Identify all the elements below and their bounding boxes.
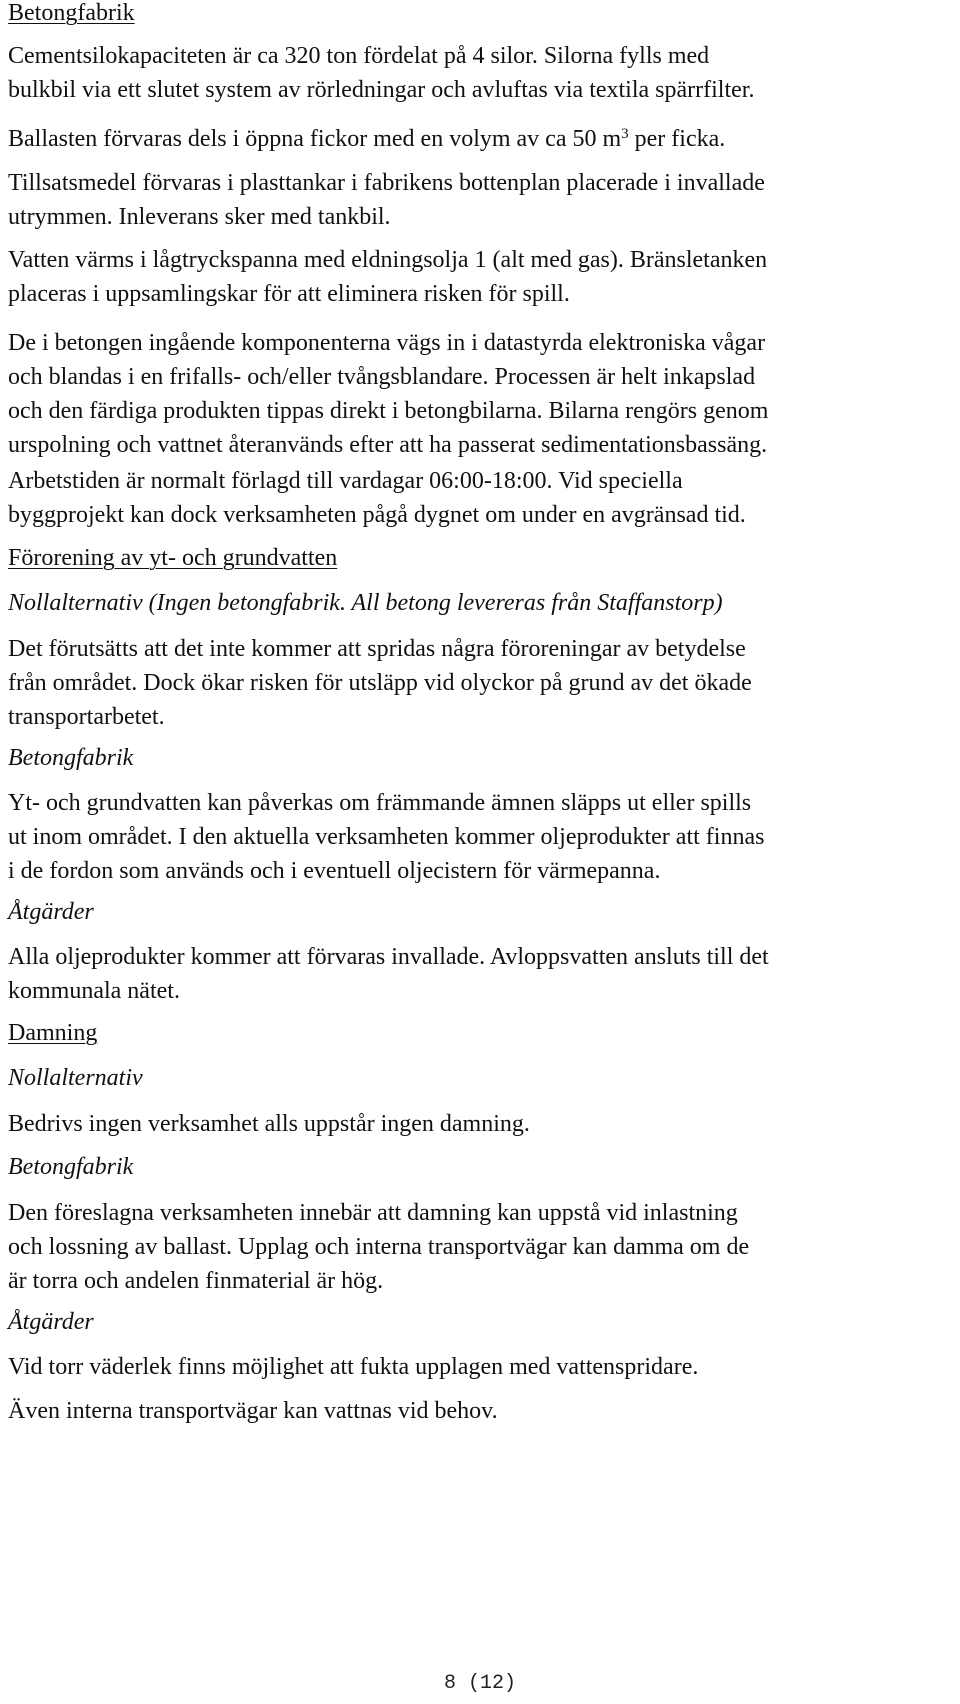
text-line: i de fordon som används och i eventuell oljecistern för värmepanna.	[8, 858, 661, 884]
text-line: Alla oljeprodukter kommer att förvaras invallade. Avloppsvatten ansluts till det	[8, 944, 769, 970]
text-line: bulkbil via ett slutet system av rörledningar och avluftas via textila spärrfilter.	[8, 77, 755, 103]
text-line: och lossning av ballast. Upplag och interna transportvägar kan damma om de	[8, 1234, 750, 1260]
text-line: från området. Dock ökar risken för utsläpp vid olyckor på grund av det ökade	[8, 670, 752, 696]
text-line: byggprojekt kan dock verksamheten pågå dygnet om under en avgränsad tid.	[8, 502, 746, 528]
paragraph-fukta	[8, 1350, 698, 1384]
page-number: 8 (12)	[443, 1672, 516, 1695]
subheading-nollalternativ-2: Nollalternativ	[8, 1065, 143, 1091]
paragraph-nollalternativ	[8, 632, 752, 734]
text-line: transportarbetet.	[8, 704, 165, 730]
paragraph-komponenter	[8, 326, 768, 462]
subheading-atgarder: Åtgärder	[8, 899, 94, 925]
paragraph-ingen-damning	[8, 1107, 530, 1141]
text-line: Bedrivs ingen verksamhet alls uppstår ingen damning.	[8, 1111, 530, 1137]
paragraph-ballast	[8, 122, 725, 156]
paragraph-vatten	[8, 243, 767, 311]
text-line: kommunala nätet.	[8, 978, 180, 1004]
text-line: Vatten värms i lågtryckspanna med eldningsolja 1 (alt med gas). Bränsletanken	[8, 247, 768, 273]
text-line: Tillsatsmedel förvaras i plasttankar i fabrikens bottenplan placerade i invallade	[8, 170, 765, 196]
text-line: Cementsilokapaciteten är ca 320 ton fördelat på 4 silor. Silorna fylls med	[8, 43, 710, 69]
section-heading-betongfabrik: Betongfabrik	[8, 0, 135, 26]
paragraph-oljeprodukter	[8, 940, 769, 1008]
text-line: Det förutsätts att det inte kommer att spridas några föroreningar av betydelse	[8, 636, 746, 662]
text-line: utrymmen. Inleverans sker med tankbil.	[8, 204, 391, 230]
paragraph-cementsilo	[8, 39, 754, 107]
paragraph-grundvatten	[8, 786, 764, 888]
text-line: Även interna transportvägar kan vattnas vid behov.	[8, 1398, 498, 1424]
paragraph-vattnas	[8, 1394, 498, 1428]
section-heading-damning: Damning	[8, 1020, 98, 1046]
text-line: urspolning och vattnet återanvänds efter att ha passerat sedimentationsbassäng.	[8, 432, 768, 458]
text-line: är torra och andelen finmaterial är hög.	[8, 1268, 384, 1294]
subheading-betongfabrik-2: Betongfabrik	[8, 1154, 134, 1180]
text-line: och blandas i en frifalls- och/eller tvångsblandare. Processen är helt inkapslad	[8, 364, 756, 390]
text-line: Arbetstiden är normalt förlagd till vardagar 06:00-18:00. Vid speciella	[8, 468, 683, 494]
subheading-nollalternativ: Nollalternativ (Ingen betongfabrik. All betong levereras från Staffanstorp)	[8, 590, 723, 616]
superscript: 3	[621, 126, 629, 142]
paragraph-damning	[8, 1196, 749, 1298]
text-line: Vid torr väderlek finns möjlighet att fukta upplagen med vattenspridare.	[8, 1354, 699, 1380]
section-heading-fororening: Förorening av yt- och grundvatten	[8, 545, 338, 571]
text-line: placeras i uppsamlingskar för att eliminera risken för spill.	[8, 281, 570, 307]
subheading-betongfabrik: Betongfabrik	[8, 745, 134, 771]
text-line: och den färdiga produkten tippas direkt i betongbilarna. Bilarna rengörs genom	[8, 398, 769, 424]
paragraph-tillsatsmedel	[8, 166, 765, 234]
text-run: per ficka.	[628, 126, 726, 152]
text-line: Den föreslagna verksamheten innebär att damning kan uppstå vid inlastning	[8, 1200, 738, 1226]
text-line: De i betongen ingående komponenterna vägs in i datastyrda elektroniska vågar	[8, 330, 766, 356]
text-run: Ballasten förvaras dels i öppna fickor med en volym av ca 50 m	[8, 126, 622, 152]
paragraph-arbetstid	[8, 464, 746, 532]
text-line: Yt- och grundvatten kan påverkas om främmande ämnen släpps ut eller spills	[8, 790, 752, 816]
subheading-atgarder-2: Åtgärder	[8, 1309, 94, 1335]
text-line: ut inom området. I den aktuella verksamheten kommer oljeprodukter att finnas	[8, 824, 765, 850]
